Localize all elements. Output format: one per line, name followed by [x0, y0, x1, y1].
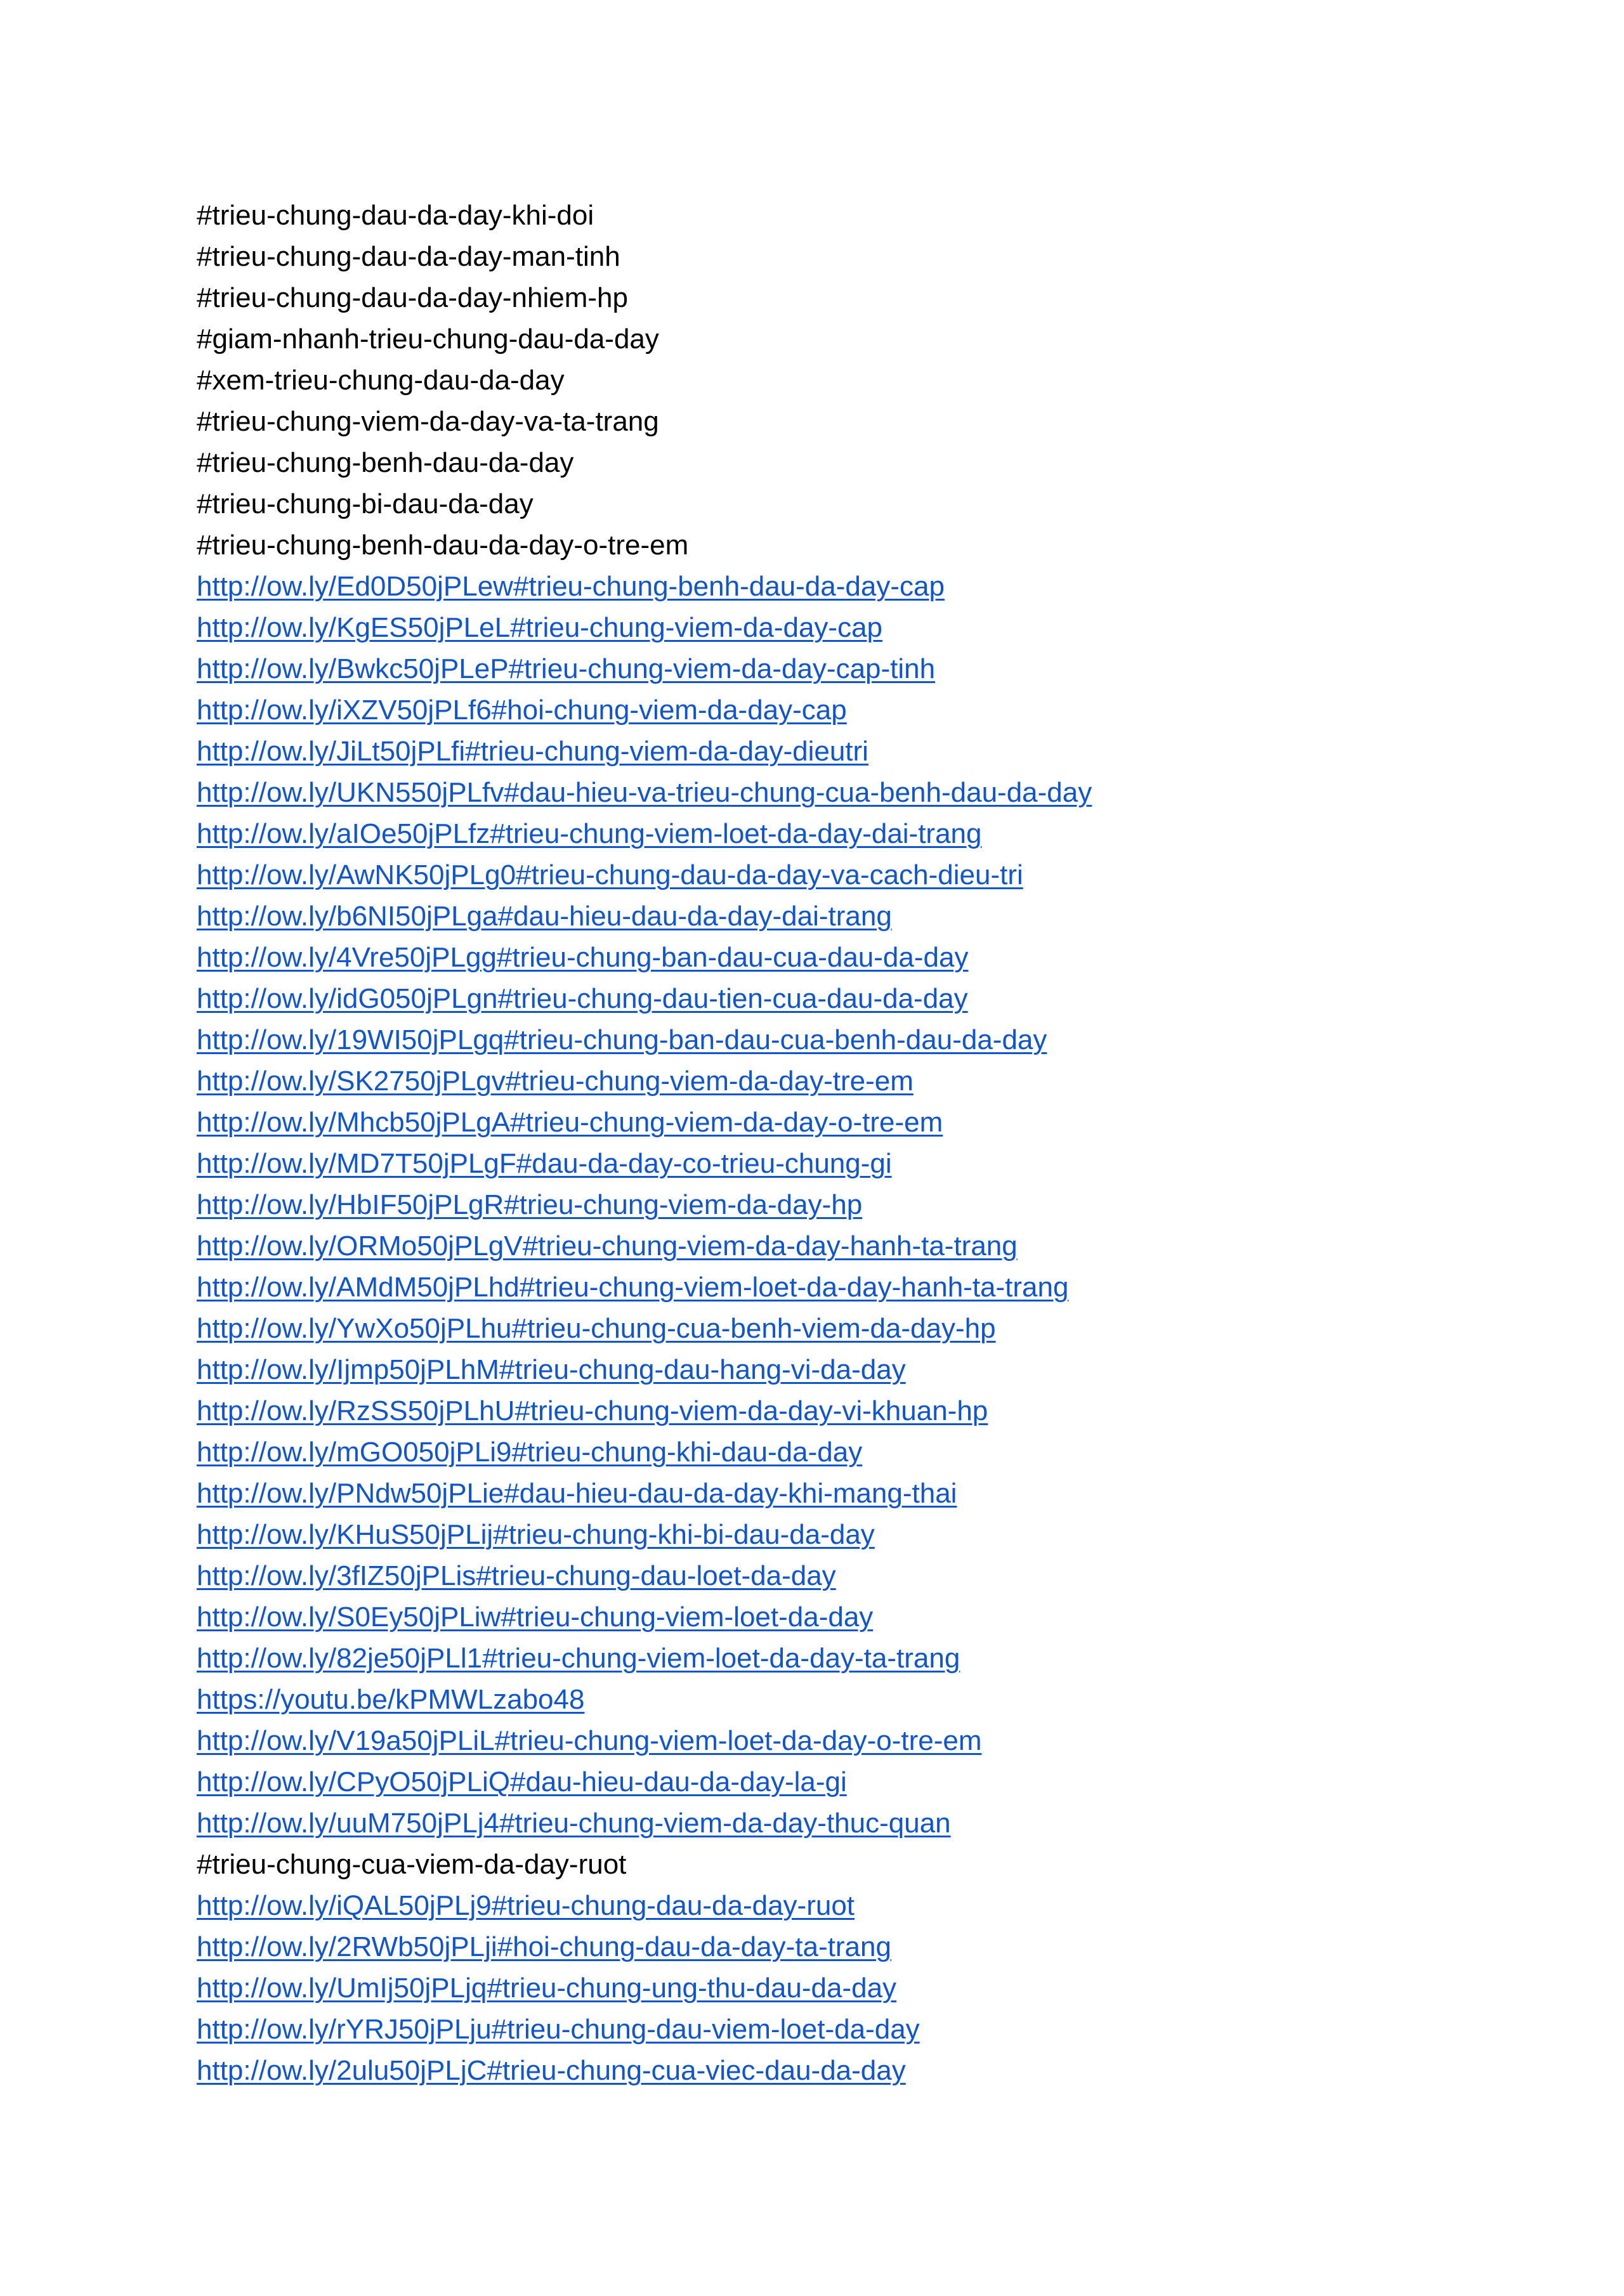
hyperlink[interactable]: http://ow.ly/uuM750jPLj4#trieu-chung-viem-da-day-thuc-quan [197, 1808, 951, 1839]
hashtag-line: #trieu-chung-benh-dau-da-day-o-tre-em [197, 530, 689, 561]
hashtag-line: #trieu-chung-dau-da-day-nhiem-hp [197, 282, 628, 313]
link-line [197, 1432, 1465, 1473]
hashtag-line: #trieu-chung-dau-da-day-man-tinh [197, 241, 620, 272]
hyperlink[interactable]: http://ow.ly/AMdM50jPLhd#trieu-chung-viem-loet-da-day-hanh-ta-trang [197, 1272, 1069, 1303]
hyperlink[interactable]: http://ow.ly/ORMo50jPLgV#trieu-chung-viem-da-day-hanh-ta-trang [197, 1230, 1018, 1262]
link-line [197, 648, 1465, 689]
link-line [197, 1679, 1465, 1720]
hyperlink[interactable]: http://ow.ly/82je50jPLl1#trieu-chung-viem-loet-da-day-ta-trang [197, 1643, 960, 1674]
link-line [197, 1720, 1465, 1761]
hashtag-line: #trieu-chung-dau-da-day-khi-doi [197, 200, 594, 231]
hyperlink[interactable]: http://ow.ly/b6NI50jPLga#dau-hieu-dau-da-day-dai-trang [197, 901, 892, 932]
document-body [197, 195, 1465, 2091]
hyperlink[interactable]: http://ow.ly/2RWb50jPLji#hoi-chung-dau-da-day-ta-trang [197, 1931, 891, 1962]
hyperlink[interactable]: http://ow.ly/4Vre50jPLgg#trieu-chung-ban-dau-cua-dau-da-day [197, 942, 969, 973]
hyperlink[interactable]: http://ow.ly/HbIF50jPLgR#trieu-chung-viem-da-day-hp [197, 1189, 863, 1220]
link-line [197, 2050, 1465, 2091]
link-line [197, 937, 1465, 978]
hyperlink[interactable]: http://ow.ly/V19a50jPLiL#trieu-chung-viem-loet-da-day-o-tre-em [197, 1725, 982, 1756]
hyperlink[interactable]: http://ow.ly/AwNK50jPLg0#trieu-chung-dau-da-day-va-cach-dieu-tri [197, 859, 1023, 890]
hyperlink[interactable]: http://ow.ly/mGO050jPLi9#trieu-chung-khi-dau-da-day [197, 1437, 863, 1468]
link-line [197, 1143, 1465, 1184]
link-line [197, 1967, 1465, 2009]
hyperlink[interactable]: http://ow.ly/idG050jPLgn#trieu-chung-dau-tien-cua-dau-da-day [197, 983, 968, 1014]
link-line [197, 1060, 1465, 1102]
link-line [197, 1555, 1465, 1596]
link-line [197, 1885, 1465, 1926]
link-line [197, 1473, 1465, 1514]
link-line [197, 2009, 1465, 2050]
hyperlink[interactable]: http://ow.ly/3fIZ50jPLis#trieu-chung-dau-loet-da-day [197, 1560, 836, 1591]
hyperlink[interactable]: http://ow.ly/iXZV50jPLf6#hoi-chung-viem-da-day-cap [197, 695, 847, 726]
hyperlink[interactable]: http://ow.ly/iQAL50jPLj9#trieu-chung-dau-da-day-ruot [197, 1890, 855, 1921]
hyperlink[interactable]: http://ow.ly/RzSS50jPLhU#trieu-chung-viem-da-day-vi-khuan-hp [197, 1395, 988, 1426]
link-line [197, 1596, 1465, 1638]
link-line [197, 1184, 1465, 1225]
hyperlink[interactable]: http://ow.ly/aIOe50jPLfz#trieu-chung-viem-loet-da-day-dai-trang [197, 818, 982, 849]
link-line [197, 772, 1465, 813]
hyperlink[interactable]: http://ow.ly/Bwkc50jPLeP#trieu-chung-viem-da-day-cap-tinh [197, 653, 936, 684]
link-line [197, 1803, 1465, 1844]
hashtag-line: #xem-trieu-chung-dau-da-day [197, 365, 565, 396]
hyperlink[interactable]: http://ow.ly/PNdw50jPLie#dau-hieu-dau-da-day-khi-mang-thai [197, 1478, 957, 1509]
link-line [197, 1761, 1465, 1803]
link-line [197, 896, 1465, 937]
hashtag-line: #trieu-chung-bi-dau-da-day [197, 488, 534, 519]
hyperlink[interactable]: http://ow.ly/Ijmp50jPLhM#trieu-chung-dau-hang-vi-da-day [197, 1354, 906, 1385]
link-line [197, 1267, 1465, 1308]
hyperlink[interactable]: https://youtu.be/kPMWLzabo48 [197, 1684, 585, 1715]
link-line [197, 1349, 1465, 1390]
hyperlink[interactable]: http://ow.ly/YwXo50jPLhu#trieu-chung-cua-benh-viem-da-day-hp [197, 1313, 996, 1344]
hashtag-line: #trieu-chung-cua-viem-da-day-ruot [197, 1849, 627, 1880]
hyperlink[interactable]: http://ow.ly/Ed0D50jPLew#trieu-chung-benh-dau-da-day-cap [197, 571, 945, 602]
link-line [197, 1225, 1465, 1267]
link-line [197, 1514, 1465, 1555]
hyperlink[interactable]: http://ow.ly/SK2750jPLgv#trieu-chung-viem-da-day-tre-em [197, 1066, 914, 1097]
link-line [197, 1926, 1465, 1967]
link-line [197, 1019, 1465, 1060]
link-line [197, 978, 1465, 1019]
hyperlink[interactable]: http://ow.ly/2ulu50jPLjC#trieu-chung-cua-viec-dau-da-day [197, 2055, 906, 2086]
hyperlink[interactable]: http://ow.ly/JiLt50jPLfi#trieu-chung-viem-da-day-dieutri [197, 736, 868, 767]
hyperlink[interactable]: http://ow.ly/Mhcb50jPLgA#trieu-chung-viem-da-day-o-tre-em [197, 1107, 943, 1138]
hyperlink[interactable]: http://ow.ly/19WI50jPLgq#trieu-chung-ban-dau-cua-benh-dau-da-day [197, 1024, 1047, 1055]
hyperlink[interactable]: http://ow.ly/S0Ey50jPLiw#trieu-chung-viem-loet-da-day [197, 1601, 874, 1633]
hashtag-line: #trieu-chung-benh-dau-da-day [197, 447, 574, 478]
hyperlink[interactable]: http://ow.ly/MD7T50jPLgF#dau-da-day-co-trieu-chung-gi [197, 1148, 892, 1179]
link-line [197, 731, 1465, 772]
hashtag-line: #giam-nhanh-trieu-chung-dau-da-day [197, 323, 659, 355]
hyperlink[interactable]: http://ow.ly/rYRJ50jPLju#trieu-chung-dau-viem-loet-da-day [197, 2014, 920, 2045]
link-line [197, 1390, 1465, 1432]
hashtag-line: #trieu-chung-viem-da-day-va-ta-trang [197, 406, 659, 437]
link-line [197, 566, 1465, 607]
link-line [197, 813, 1465, 854]
hyperlink[interactable]: http://ow.ly/KHuS50jPLij#trieu-chung-khi-bi-dau-da-day [197, 1519, 875, 1550]
hyperlink[interactable]: http://ow.ly/UmIj50jPLjq#trieu-chung-ung-thu-dau-da-day [197, 1973, 897, 2004]
hyperlink[interactable]: http://ow.ly/CPyO50jPLiQ#dau-hieu-dau-da-day-la-gi [197, 1766, 847, 1797]
hyperlink[interactable]: http://ow.ly/UKN550jPLfv#dau-hieu-va-trieu-chung-cua-benh-dau-da-day [197, 777, 1092, 808]
link-line [197, 1102, 1465, 1143]
link-line [197, 689, 1465, 731]
link-line [197, 607, 1465, 648]
link-line [197, 1308, 1465, 1349]
link-line [197, 854, 1465, 896]
hyperlink[interactable]: http://ow.ly/KgES50jPLeL#trieu-chung-viem-da-day-cap [197, 612, 883, 643]
link-line [197, 1638, 1465, 1679]
